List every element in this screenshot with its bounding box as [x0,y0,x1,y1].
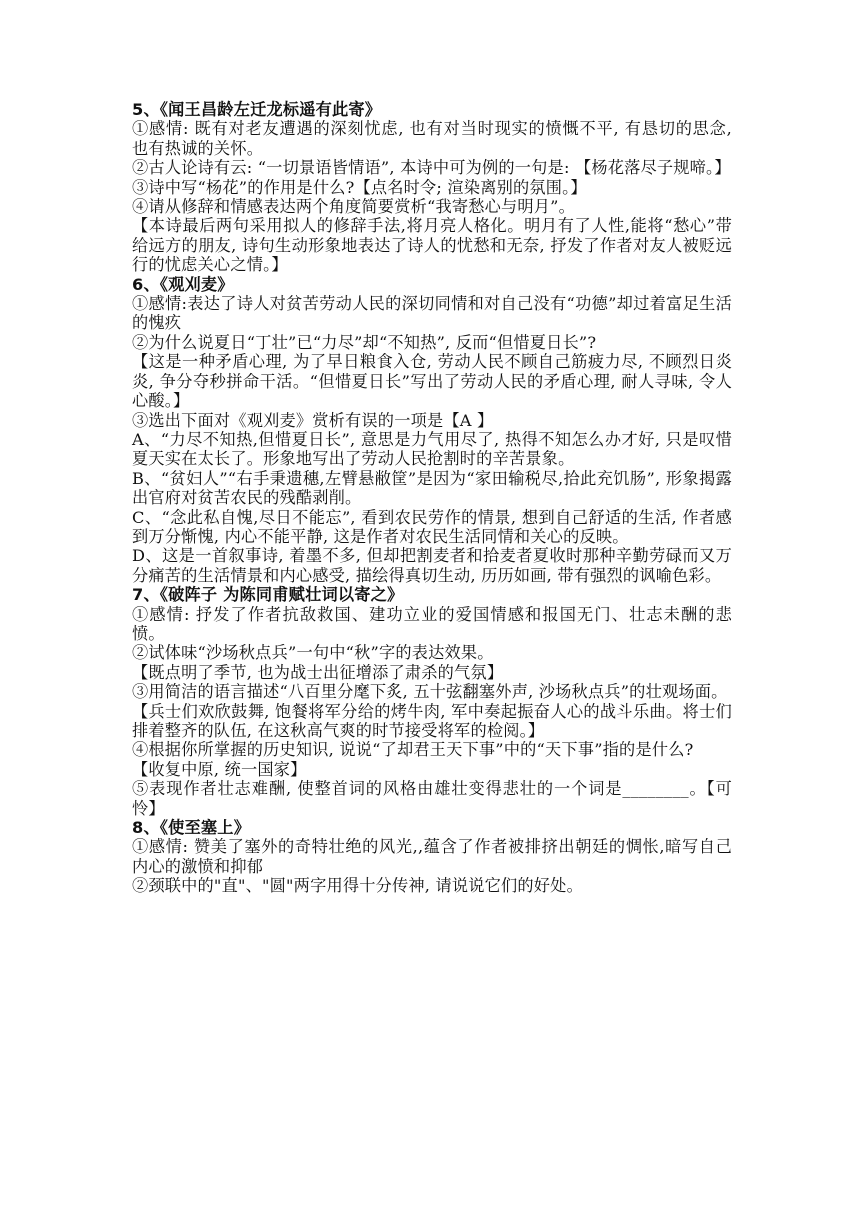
question-paragraph: ⑤表现作者壮志难酬, 使整首词的风格由雄壮变得悲壮的一个词是________。【可怜】 [132,779,732,818]
section-heading: 8、《使至塞上》 [132,818,251,838]
answer-paragraph: ①感情:表达了诗人对贫苦劳动人民的深切同情和对自己没有“功德”却过着富足生活的愧疚 [132,294,732,333]
section-heading: 6、《观刈麦》 [132,274,234,294]
answer-paragraph: ①感情: 既有对老友遭遇的深刻忧虑, 也有对当时现实的愤慨不平, 有恳切的思念, 也有热诚的关怀。 [132,119,738,158]
answer-paragraph: 【收复中原, 统一国家】 [132,759,307,779]
answer-paragraph: 【兵士们欢欣鼓舞, 饱餐将军分给的烤牛肉, 军中奏起振奋人心的战斗乐曲。将士们排着整齐的队伍, 在这秋高气爽的时节接受将军的检阅。】 [132,701,732,740]
question-paragraph: ②试体味“沙场秋点兵”一句中“秋”字的表达效果。 [132,643,494,663]
question-paragraph: ④请从修辞和情感表达两个角度简要赏析“我寄愁心与明月”。 [132,197,576,217]
answer-paragraph: 【本诗最后两句采用拟人的修辞手法,将月亮人格化。明月有了人性,能将“愁心”带给远方的朋友, 诗句生动形象地表达了诗人的忧愁和无奈, 抒发了作者对友人被贬远行的忧虑关心之情。】 [132,216,732,275]
question-paragraph: ③选出下面对《观刈麦》赏析有误的一项是【A 】 [132,410,494,430]
answer-paragraph: 【这是一种矛盾心理, 为了早日粮食入仓, 劳动人民不顾自己筋疲力尽, 不顾烈日炎炎, 争分夺秒拼命干活。“但惜夏日长”写出了劳动人民的矛盾心理, 耐人寻味, 令人心酸。】 [132,352,732,411]
option-paragraph: D、这是一首叙事诗, 着墨不多, 但却把割麦者和拾麦者夏收时那种辛勤劳碌而又万分痛苦的生活情景和内心感受, 描绘得真切生动, 历历如画, 带有强烈的讽喻色彩。 [132,546,732,585]
question-paragraph: ②为什么说夏日“丁壮”已“力尽”却“不知热”, 反而“但惜夏日长”? [132,332,597,352]
section-heading: 5、《闻王昌龄左迁龙标遥有此寄》 [132,100,382,119]
question-paragraph: ③诗中写“杨花”的作用是什么?【点名时令; 渲染离别的氛围。】 [132,177,587,197]
question-paragraph: ②颈联中的"直"、"圆"两字用得十分传神, 请说说它们的好处。 [132,876,583,896]
question-paragraph: ②古人论诗有云: “一切景语皆情语”, 本诗中可为例的一句是: 【杨花落尽子规啼。】 [132,158,731,178]
question-paragraph: ③用简洁的语言描述“八百里分麾下炙, 五十弦翻塞外声, 沙场秋点兵”的壮观场面。 [132,682,728,702]
option-paragraph: C、“念此私自愧,尽日不能忘”, 看到农民劳作的情景, 想到自己舒适的生活, 作者感到万分惭愧, 内心不能平静, 这是作者对农民生活同情和关心的反映。 [132,507,732,546]
question-paragraph: ④根据你所掌握的历史知识, 说说“了却君王天下事”中的“天下事”指的是什么? [132,740,694,760]
answer-paragraph: ①感情: 抒发了作者抗敌救国、建功立业的爱国情感和报国无门、壮志未酬的悲愤。 [132,604,732,643]
option-paragraph: B、“贫妇人”“右手秉遗穗,左臂悬敝筐”是因为“家田输税尽,拾此充饥肠”, 形象揭露出官府对贫苦农民的残酷剥削。 [132,468,732,508]
option-paragraph: A、“力尽不知热,但惜夏日长”, 意思是力气用尽了, 热得不知怎么办才好, 只是叹惜夏天实在太长了。形象地写出了劳动人民抢割时的辛苦景象。 [132,429,732,469]
section-heading: 7、《破阵子 为陈同甫赋壮词以寄之》 [132,585,404,605]
answer-paragraph: 【既点明了季节, 也为战士出征增添了肃杀的气氛】 [132,662,504,682]
answer-paragraph: ①感情: 赞美了塞外的奇特壮绝的风光,,蕴含了作者被排挤出朝廷的惆怅,暗写自己内心的激愤和抑郁 [132,837,732,876]
document-page [132,100,738,896]
